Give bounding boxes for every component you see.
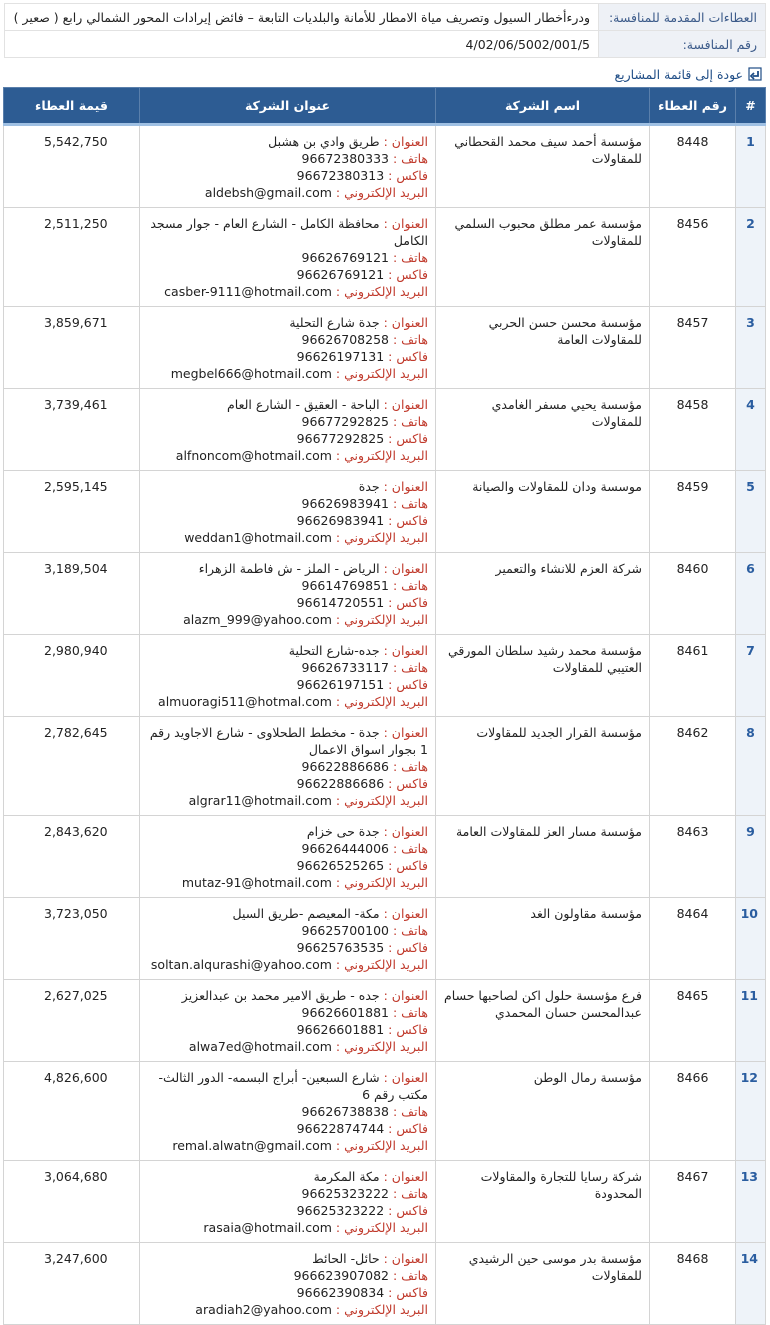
email-label: البريد الإلكتروني : [335,1138,428,1153]
col-index: # [736,88,766,125]
fax-label: فاكس : [388,168,428,183]
bid-number: 8462 [650,717,736,816]
email-value: megbel666@hotmail.com [170,366,332,381]
company-address-block [140,1161,436,1243]
tender-title: ودرءأخطار السيول وتصريف مياة الامطار للأمانة والبلديات التابعة – فائض إيرادات المحور الشمالي رابع ( صعير ) [5,4,599,31]
bid-value: 3,739,461 [4,389,140,471]
address-value: جدة - مخطط الطحلاوى - شارع الاجاويد رقم 1 بجوار اسواق الاعمال [149,725,428,757]
company-name: مؤسسة القرار الجديد للمقاولات [436,717,650,816]
col-company: اسم الشركة [436,88,650,125]
address-value: جدة شارع التحلية [289,315,380,330]
address-value: شارع السبعين- أبراج البسمه- الدور الثالث-مكتب رقم 6 [158,1070,428,1102]
bid-value: 2,843,620 [4,816,140,898]
fax-value: 96614720551 [296,595,385,610]
bid-value: 3,189,504 [4,553,140,635]
address-label: العنوان : [383,988,428,1003]
fax-label: فاكس : [388,1203,428,1218]
address-label: العنوان : [383,397,428,412]
email-label: البريد الإلكتروني : [335,448,428,463]
email-value: almuoragi511@hotmal.com [158,694,332,709]
row-index: 9 [736,816,766,898]
company-name: مؤسسة مقاولون الغد [436,898,650,980]
bid-number: 8463 [650,816,736,898]
row-index: 3 [736,307,766,389]
address-label: العنوان : [383,315,428,330]
address-label: العنوان : [383,906,428,921]
bid-value: 2,511,250 [4,208,140,307]
phone-value: 96614769851 [301,578,389,593]
fax-value: 96626983941 [296,513,385,528]
phone-value: 966623907082 [293,1268,389,1283]
company-address-block [140,208,436,307]
address-label: العنوان : [383,643,428,658]
table-row [4,898,766,980]
phone-value: 96625323222 [301,1186,389,1201]
bid-number: 8465 [650,980,736,1062]
address-value: الرياض - الملز - ش فاطمة الزهراء [198,561,380,576]
email-value: remal.alwatn@gmail.com [172,1138,332,1153]
fax-value: 96662390834 [296,1285,385,1300]
email-label: البريد الإلكتروني : [335,366,428,381]
row-index: 1 [736,125,766,208]
bid-number: 8458 [650,389,736,471]
row-index: 8 [736,717,766,816]
bid-value: 3,723,050 [4,898,140,980]
company-name: شركة العزم للانشاء والتعمير [436,553,650,635]
company-address-block [140,816,436,898]
bid-number: 8459 [650,471,736,553]
phone-label: هاتف : [392,759,428,774]
phone-value: 96626733117 [301,660,389,675]
company-name: فرع مؤسسة حلول اكن لصاحبها حسام عبدالمحسن حسان المحمدي [436,980,650,1062]
bid-value: 4,826,600 [4,1062,140,1161]
company-address-block [140,898,436,980]
address-value: جده - طريق الامير محمد بن عبدالعزيز [181,988,380,1003]
bid-number: 8460 [650,553,736,635]
bid-number: 8468 [650,1243,736,1325]
phone-value: 96626444006 [301,841,389,856]
address-label: العنوان : [383,1169,428,1184]
back-arrow-icon[interactable] [748,67,762,81]
company-address-block [140,1243,436,1325]
bid-number: 8466 [650,1062,736,1161]
email-value: algrar11@hotmail.com [188,793,332,808]
bid-value: 3,064,680 [4,1161,140,1243]
phone-label: هاتف : [392,660,428,675]
email-value: soltan.alqurashi@yahoo.com [150,957,332,972]
table-row [4,1243,766,1325]
bid-value: 2,595,145 [4,471,140,553]
phone-value: 96677292825 [301,414,389,429]
col-bid-number: رقم العطاء [650,88,736,125]
phone-label: هاتف : [392,1268,428,1283]
fax-value: 96672380313 [296,168,385,183]
phone-label: هاتف : [392,923,428,938]
fax-value: 96626601881 [296,1022,385,1037]
address-label: العنوان : [383,725,428,740]
table-row [4,1062,766,1161]
table-row [4,389,766,471]
email-label: البريد الإلكتروني : [335,694,428,709]
bid-number: 8464 [650,898,736,980]
fax-label: فاكس : [388,267,428,282]
email-value: alwa7ed@hotmail.com [188,1039,332,1054]
company-address-block [140,389,436,471]
phone-value: 96672380333 [301,151,389,166]
fax-value: 96622874744 [296,1121,385,1136]
table-row [4,125,766,208]
table-header [4,88,766,125]
fax-label: فاكس : [388,513,428,528]
address-value: حائل- الحائط [312,1251,380,1266]
row-index: 7 [736,635,766,717]
email-label: البريد الإلكتروني : [335,875,428,890]
back-to-projects-link[interactable]: عودة إلى قائمة المشاريع [614,66,743,82]
row-index: 4 [736,389,766,471]
address-label: العنوان : [383,824,428,839]
table-row [4,553,766,635]
company-address-block [140,471,436,553]
table-row [4,980,766,1062]
phone-value: 96626601881 [301,1005,389,1020]
bid-number: 8456 [650,208,736,307]
email-value: rasaia@hotmail.com [203,1220,332,1235]
email-value: aradiah2@yahoo.com [195,1302,332,1317]
fax-label: فاكس : [388,858,428,873]
company-address-block [140,307,436,389]
fax-value: 96677292825 [296,431,385,446]
address-value: الباحة - العقيق - الشارع العام [227,397,380,412]
row-index: 13 [736,1161,766,1243]
address-label: العنوان : [383,1070,428,1085]
fax-value: 96626197151 [296,677,385,692]
table-row [4,635,766,717]
company-name: مؤسسة محسن حسن الحربي للمقاولات العامة [436,307,650,389]
company-name: مؤسسة يحيي مسفر الغامدي للمقاولات [436,389,650,471]
fax-label: فاكس : [388,349,428,364]
company-name: مؤسسة بدر موسى حين الرشيدي للمقاولات [436,1243,650,1325]
phone-label: هاتف : [392,414,428,429]
fax-label: فاكس : [388,1285,428,1300]
phone-label: هاتف : [392,151,428,166]
bid-number: 8461 [650,635,736,717]
back-link-row[interactable] [0,58,770,87]
fax-label: فاكس : [388,677,428,692]
bid-value: 3,247,600 [4,1243,140,1325]
offers-label: العطاءات المقدمة للمنافسة: [599,4,766,31]
bids-table [3,87,766,1325]
fax-label: فاكس : [388,431,428,446]
bid-value: 3,859,671 [4,307,140,389]
email-value: weddan1@hotmail.com [184,530,332,545]
email-value: aldebsh@gmail.com [204,185,332,200]
company-name: مؤسسة عمر مطلق محبوب السلمي للمقاولات [436,208,650,307]
address-label: العنوان : [383,561,428,576]
email-value: alfnoncom@hotmail.com [175,448,332,463]
fax-value: 96626197131 [296,349,385,364]
address-value: جده-شارع التحلية [288,643,380,658]
phone-value: 96626983941 [301,496,389,511]
table-row [4,208,766,307]
company-address-block [140,1062,436,1161]
bid-number: 8448 [650,125,736,208]
phone-label: هاتف : [392,496,428,511]
email-label: البريد الإلكتروني : [335,284,428,299]
fax-value: 96625763535 [296,940,385,955]
row-index: 5 [736,471,766,553]
phone-value: 96622886686 [301,759,389,774]
table-row [4,1161,766,1243]
company-address-block [140,635,436,717]
email-label: البريد الإلكتروني : [335,1220,428,1235]
fax-value: 96625323222 [296,1203,385,1218]
email-value: alazm_999@yahoo.com [183,612,332,627]
company-name: موسسة ودان للمقاولات والصيانة [436,471,650,553]
company-address-block [140,125,436,208]
address-value: مكة- المعيصم -طريق السيل [232,906,380,921]
address-value: طريق وادي بن هشبل [268,134,380,149]
phone-label: هاتف : [392,578,428,593]
bid-number: 8467 [650,1161,736,1243]
row-index: 14 [736,1243,766,1325]
tender-number-label: رقم المنافسة: [599,31,766,58]
fax-label: فاكس : [388,776,428,791]
address-label: العنوان : [383,134,428,149]
company-name: مؤسسة أحمد سيف محمد القحطاني للمقاولات [436,125,650,208]
fax-label: فاكس : [388,1022,428,1037]
address-value: جدة [358,479,380,494]
phone-label: هاتف : [392,250,428,265]
tender-number: 4/02/06/5002/001/5 [5,31,599,58]
bid-number: 8457 [650,307,736,389]
email-value: mutaz-91@hotmail.com [181,875,332,890]
email-label: البريد الإلكتروني : [335,957,428,972]
address-value: محافظة الكامل - الشارع العام - جوار مسجد الكامل [150,216,428,248]
phone-label: هاتف : [392,1104,428,1119]
phone-label: هاتف : [392,332,428,347]
fax-label: فاكس : [388,595,428,610]
address-label: العنوان : [383,216,428,231]
col-value: قيمة العطاء [4,88,140,125]
company-address-block [140,553,436,635]
fax-value: 96622886686 [296,776,385,791]
phone-label: هاتف : [392,841,428,856]
bid-value: 2,782,645 [4,717,140,816]
company-address-block [140,717,436,816]
address-label: العنوان : [383,479,428,494]
table-row [4,717,766,816]
col-address: عنوان الشركة [140,88,436,125]
row-index: 2 [736,208,766,307]
email-label: البريد الإلكتروني : [335,793,428,808]
phone-value: 96625700100 [301,923,389,938]
table-row [4,471,766,553]
phone-label: هاتف : [392,1005,428,1020]
email-label: البريد الإلكتروني : [335,1039,428,1054]
phone-value: 96626708258 [301,332,389,347]
address-value: مكة المكرمة [313,1169,380,1184]
row-index: 6 [736,553,766,635]
bid-value: 2,980,940 [4,635,140,717]
table-row [4,307,766,389]
row-index: 10 [736,898,766,980]
phone-label: هاتف : [392,1186,428,1201]
phone-value: 96626738838 [301,1104,389,1119]
email-label: البريد الإلكتروني : [335,185,428,200]
email-label: البريد الإلكتروني : [335,530,428,545]
address-value: جدة حى خزام [306,824,380,839]
email-label: البريد الإلكتروني : [335,1302,428,1317]
company-name: مؤسسة مسار العز للمقاولات العامة [436,816,650,898]
row-index: 11 [736,980,766,1062]
fax-value: 96626525265 [296,858,385,873]
fax-value: 96626769121 [296,267,385,282]
email-label: البريد الإلكتروني : [335,612,428,627]
email-value: casber-9111@hotmail.com [164,284,332,299]
company-name: مؤسسة محمد رشيد سلطان المورقي العتيبي للمقاولات [436,635,650,717]
bid-value: 5,542,750 [4,125,140,208]
address-label: العنوان : [383,1251,428,1266]
table-row [4,816,766,898]
company-name: شركة رسايا للتجارة والمقاولات المحدودة [436,1161,650,1243]
fax-label: فاكس : [388,940,428,955]
phone-value: 96626769121 [301,250,389,265]
bid-value: 2,627,025 [4,980,140,1062]
company-address-block [140,980,436,1062]
tender-info [4,3,766,58]
company-name: مؤسسة رمال الوطن [436,1062,650,1161]
row-index: 12 [736,1062,766,1161]
fax-label: فاكس : [388,1121,428,1136]
